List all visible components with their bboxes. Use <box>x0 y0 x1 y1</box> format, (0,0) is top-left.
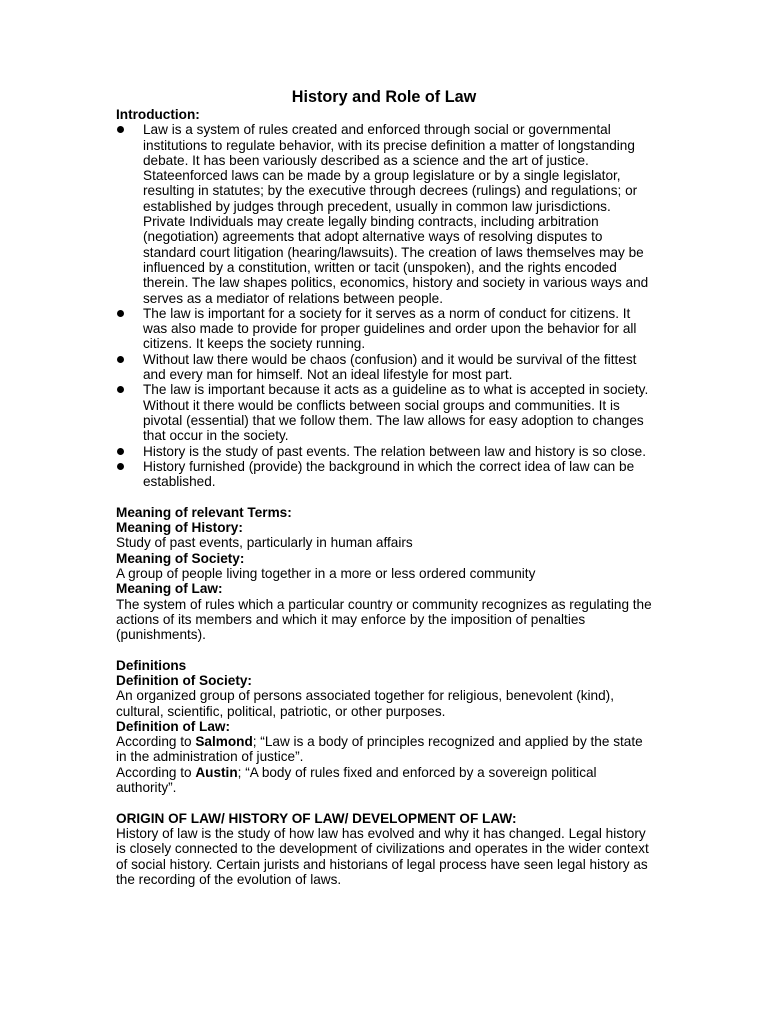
bullet-item: History is the study of past events. The relation between law and history is so close. <box>116 444 652 459</box>
document-title: History and Role of Law <box>291 88 477 106</box>
bullet-item: Without law there would be chaos (confusion) and it would be survival of the fittest and every man for himself. Not an ideal lifestyle for most part. <box>116 352 652 383</box>
definition-society-text: An organized group of persons associated together for religious, benevolent (kind), cultural, scientific, political, patriotic, or other purposes. <box>116 688 614 719</box>
document-body <box>116 88 652 887</box>
meaning-law-heading: Meaning of Law: <box>116 581 223 597</box>
salmond-definition <box>116 734 652 765</box>
origin-text: History of law is the study of how law has evolved and why it has changed. Legal history is closely connected to the development of civilizations and operates in the wider context of social history. Certain jurists and historians of legal process have seen legal history as the recording of the evolution of laws. <box>116 825 649 887</box>
introduction-bullet-list <box>116 122 652 489</box>
meaning-history-heading: Meaning of History: <box>116 520 243 536</box>
salmond-prefix: According to <box>116 734 196 750</box>
spacer <box>116 795 652 810</box>
bullet-item: Law is a system of rules created and enforced through social or governmental institutions to regulate behavior, with its precise definition a matter of longstanding debate. It has been variously described as a science and the art of justice. Stateenforced laws can be made by a group legislature or by a single legislator, resulting in statutes; by the executive through decrees (rulings) and regulations; or established by judges through precedent, usually in common law jurisdictions. Private Individuals may create legally binding contracts, including arbitration (negotiation) agreements that adopt alternative ways of resolving disputes to standard court litigation (hearing/lawsuits). The creation of laws themselves may be influenced by a constitution, written or tacit (unspoken), and the rights encoded therein. The law shapes politics, economics, history and society in various ways and serves as a mediator of relations between people. <box>116 122 652 306</box>
spacer <box>116 642 652 657</box>
bullet-item: History furnished (provide) the background in which the correct idea of law can be established. <box>116 459 652 490</box>
austin-prefix: According to <box>116 764 196 780</box>
bullet-item: The law is important for a society for it serves as a norm of conduct for citizens. It was also made to provide for proper guidelines and order upon the behavior for all citizens. It keeps the society running. <box>116 306 652 352</box>
salmond-name: Salmond <box>195 734 253 750</box>
austin-name: Austin <box>195 764 238 780</box>
introduction-heading: Introduction: <box>116 107 200 122</box>
terms-heading: Meaning of relevant Terms: <box>116 504 292 520</box>
meaning-society-text: A group of people living together in a more or less ordered community <box>116 565 536 581</box>
austin-quote: ; “A body of rules fixed and enforced by a sovereign political authority”. <box>116 764 597 796</box>
meaning-law-text: The system of rules which a particular country or community recognizes as regulating the actions of its members and which it may enforce by the imposition of penalties (punishments). <box>116 596 652 643</box>
origin-heading: ORIGIN OF LAW/ HISTORY OF LAW/ DEVELOPMENT OF LAW: <box>116 810 517 826</box>
meaning-history-text: Study of past events, particularly in human affairs <box>116 535 413 551</box>
definitions-heading: Definitions <box>116 657 187 673</box>
austin-definition <box>116 765 652 796</box>
definition-law-heading: Definition of Law: <box>116 718 231 734</box>
definition-society-heading: Definition of Society: <box>116 672 252 688</box>
meaning-society-heading: Meaning of Society: <box>116 550 245 566</box>
bullet-item: The law is important because it acts as a guideline as to what is accepted in society. Without it there would be conflicts between social groups and communities. It is pivotal (essential) that we follow them. The law allows for easy adoption to changes that occur in the society. <box>116 382 652 443</box>
salmond-quote: ; “Law is a body of principles recognized and applied by the state in the administration of justice”. <box>116 734 643 765</box>
spacer <box>116 489 652 504</box>
